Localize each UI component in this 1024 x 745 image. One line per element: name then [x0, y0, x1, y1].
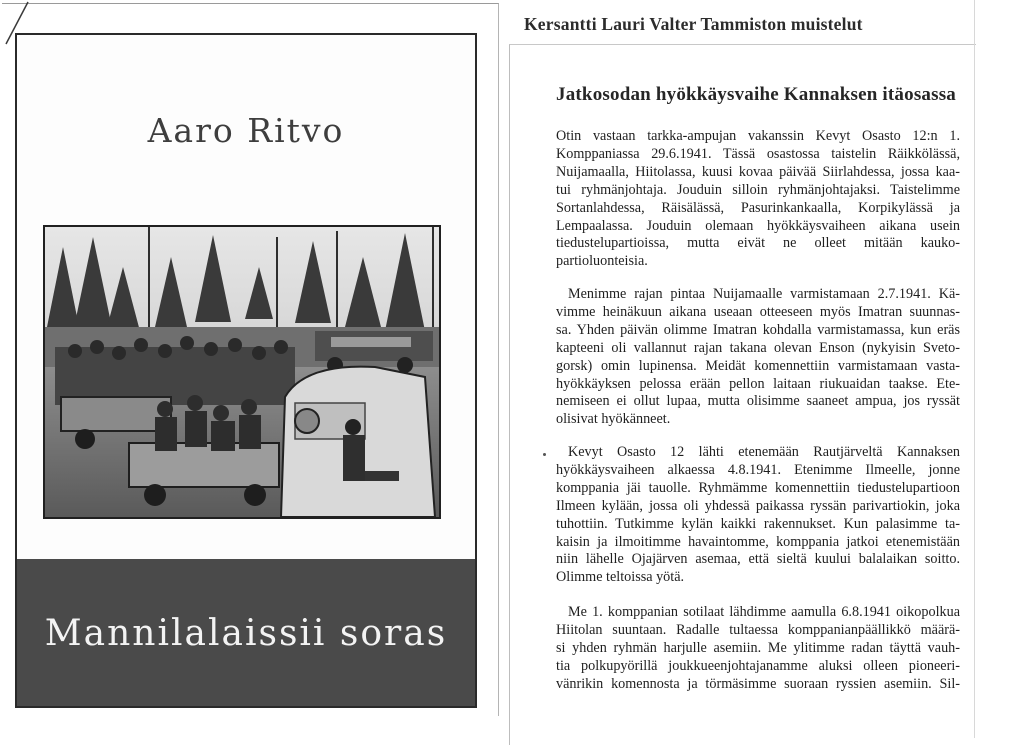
text-line: tia polkupyörillä joukkueenjohtajanamme aluksi olleen pioneeri- — [556, 657, 960, 674]
text-line: tui ryhmänjohtaja. Jouduin silloin ryhmänjohtajaksi. Taistelimme — [556, 181, 960, 198]
text-line: Nuijamaalla, Hiitolassa, kuusi kovaa päivää Siirlahdessa, jossa kaa- — [556, 163, 960, 180]
paragraph-1 — [556, 128, 960, 271]
text-line: Otin vastaan tarkka-ampujan vakanssin Kevyt Osasto 12:n 1. — [556, 128, 960, 144]
text-line: sa. Yhden päivän olimme Imatran kohdalla varmistamassa, kun eräs — [556, 321, 960, 338]
text-line: gorsk) omin lupinensa. Meidät komennettiin varmistamaan vasta- — [556, 357, 960, 374]
text-line: tuhottiin. Tutkimme kylän kaikki rakennukset. Kun palasimme ta- — [556, 515, 960, 532]
scan-speck — [543, 453, 546, 456]
article-header: Kersantti Lauri Valter Tammiston muistelut — [524, 14, 863, 34]
text-line: Olimme teltoissa yötä. — [556, 569, 685, 586]
text-line: olisivat hyökänneet. — [556, 411, 671, 428]
text-line: vänrikin komennosta ja törmäsimme suoraan ryssien asemiin. Sil- — [556, 675, 960, 692]
text-line: kaisin ja ilmoitimme havaintomme, komppania jatkoi etenemistään — [556, 533, 960, 550]
text-line: niin lähelle Ojajärven asemaa, että sieltä kuului balalaikan soitto. — [556, 551, 960, 568]
section-title: Jatkosodan hyökkäysvaihe Kannaksen itäosassa — [556, 84, 957, 105]
text-line: Kevyt Osasto 12 lähti etenemään Rautjärveltä Kannaksen — [568, 444, 960, 460]
text-line: komppania jäi tauolle. Ryhmämme komennettiin tiedustelupartioon — [556, 479, 960, 496]
text-line: Ilmeen kylään, jossa oli yhdessä paikassa ryssän parivartiokin, joka — [556, 497, 960, 514]
paragraph-3 — [556, 444, 960, 587]
text-line: kapteeni oli vallannut rajan takana olevan Enson (nykyisin Sveto- — [556, 339, 960, 356]
scan-edge-line — [974, 0, 975, 738]
text-line: tiedustelupartioissa, mutta eivät ne olleet mitään kauko- — [556, 235, 960, 252]
cover-title: Mannilalaissii soras — [44, 613, 448, 654]
text-line: si yhden ryhmän harjulle asemiin. Me ylitimme radan täyttä vauh- — [556, 639, 960, 656]
text-line: Hiitolan suuntaan. Radalle tultaessa komppanianpäällikkö määrä- — [556, 621, 960, 638]
text-line: Komppaniassa 29.6.1941. Tässä osastossa taistelin Räikkölässä, — [556, 145, 960, 162]
text-line: nemiseen ei ollut lupaa, mutta olisimme saaneet ampua, jos ryssät — [556, 393, 960, 410]
text-line: Lempaalassa. Jouduin olemaan hyökkäysvaiheen aikana usein — [556, 217, 960, 234]
text-line: Sortanlahdessa, Räisälässä, Pasurinkankaalla, Korpikylässä ja — [556, 199, 960, 216]
paragraph-4 — [556, 604, 960, 694]
cover-photo — [43, 225, 441, 519]
cover-title-band — [17, 559, 475, 706]
cover-author: Aaro Ritvo — [147, 111, 345, 150]
paragraph-2 — [556, 286, 960, 429]
text-line: vimme heinäkuun aikana useaan otteeseen myös Imatran suunnas- — [556, 303, 960, 320]
book-cover — [15, 33, 477, 708]
text-line: partioluonteisia. — [556, 253, 648, 270]
text-line: Menimme rajan pintaa Nuijamaalle varmistamaan 2.7.1941. Kä- — [568, 286, 960, 302]
wartime-truck-convoy-photo-icon — [45, 227, 439, 517]
text-line: hyökkäysvaiheen alkaessa 4.8.1941. Etenimme Ilmeelle, jonne — [556, 461, 960, 478]
text-line: Me 1. komppanian sotilaat lähdimme aamulla 6.8.1941 oikopolkua — [568, 604, 960, 620]
text-line: hyökkäyksen pelossa erään pellon laitaan riukuaidan taakse. Ete- — [556, 375, 960, 392]
